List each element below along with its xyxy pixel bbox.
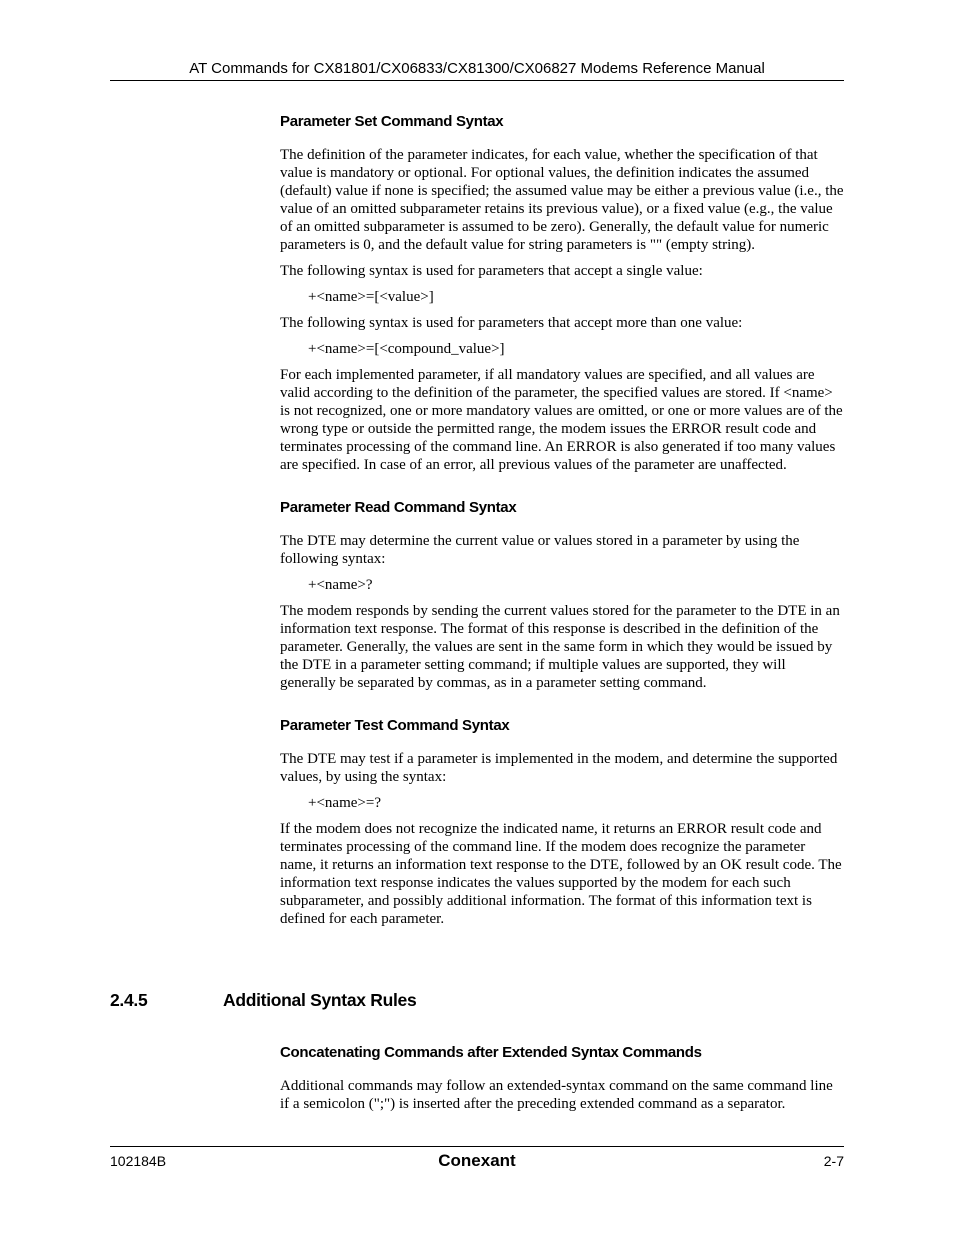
subsection-heading: Concatenating Commands after Extended Syntax Commands <box>280 1044 702 1061</box>
header-rule <box>110 80 844 81</box>
section-heading: Parameter Set Command Syntax <box>280 113 504 130</box>
running-header: AT Commands for CX81801/CX06833/CX81300/CX06827 Modems Reference Manual <box>189 60 765 77</box>
section-245-content <box>280 1043 844 1121</box>
page-number: 2-7 <box>823 1153 844 1169</box>
syntax-line: +<name>=? <box>308 795 381 811</box>
syntax-line: +<name>=[<value>] <box>308 289 434 305</box>
section-245-heading <box>110 990 844 1014</box>
paragraph: If the modem does not recognize the indicated name, it returns an ERROR result code and terminates processing of the command line. If the modem does recognize the parameter name, it returns an information text response to the DTE, followed by an OK result code. The information text response indicates the values supported by the modem for each such subparameter, and possibly additional information. The format of this information text is defined for each parameter. <box>280 821 842 927</box>
paragraph: The modem responds by sending the current values stored for the parameter to the DTE in an information text response. The format of this response is described in the definition of the parameter. Generally, the values are sent in the same form in which they would be issued by the DTE in a parameter setting command; if multiple values are supported, they will generally be separated by commas, as in a parameter setting command. <box>280 603 840 691</box>
section-heading: Parameter Test Command Syntax <box>280 717 510 734</box>
paragraph: The DTE may determine the current value or values stored in a parameter by using the following syntax: <box>280 533 800 567</box>
footer-rule <box>110 1146 844 1147</box>
paragraph: The following syntax is used for parameters that accept more than one value: <box>280 315 743 331</box>
section-parameter-set <box>280 112 844 474</box>
paragraph: The definition of the parameter indicates, for each value, whether the specification of that value is mandatory or optional. For optional values, the definition indicates the assumed (default) value if none is specified; the assumed value may be either a previous value (i.e., the value of an omitted subparameter retains its previous value), or a fixed value (e.g., the value of an omitted subparameter is assumed to be zero). Generally, the default value for numeric parameters is 0, and the default value for string parameters is "" (empty string). <box>280 147 844 253</box>
document-number: 102184B <box>110 1153 167 1169</box>
section-number: 2.4.5 <box>110 990 148 1010</box>
syntax-line: +<name>? <box>308 577 373 593</box>
section-parameter-read <box>280 498 844 692</box>
paragraph: For each implemented parameter, if all mandatory values are specified, and all values are valid according to the definition of the parameter, the specified values are stored. If <name> is not recognized, one or more mandatory values are omitted, or one or more values are of the wrong type or outside the permitted range, the modem issues the ERROR result code and terminates processing of the command line. An ERROR is also generated if too many values are specified. In case of an error, all previous values of the parameter are unaffected. <box>280 367 843 473</box>
section-heading: Parameter Read Command Syntax <box>280 499 517 516</box>
paragraph: The following syntax is used for parameters that accept a single value: <box>280 263 703 279</box>
section-title: Additional Syntax Rules <box>223 990 417 1010</box>
paragraph: Additional commands may follow an extended-syntax command on the same command line if a semicolon (";") is inserted after the preceding extended command as a separator. <box>280 1078 833 1112</box>
company-name: Conexant <box>438 1151 516 1170</box>
main-content <box>280 112 844 936</box>
paragraph: The DTE may test if a parameter is implemented in the modem, and determine the supported values, by using the syntax: <box>280 751 838 785</box>
section-parameter-test <box>280 716 844 928</box>
syntax-line: +<name>=[<compound_value>] <box>308 341 505 357</box>
